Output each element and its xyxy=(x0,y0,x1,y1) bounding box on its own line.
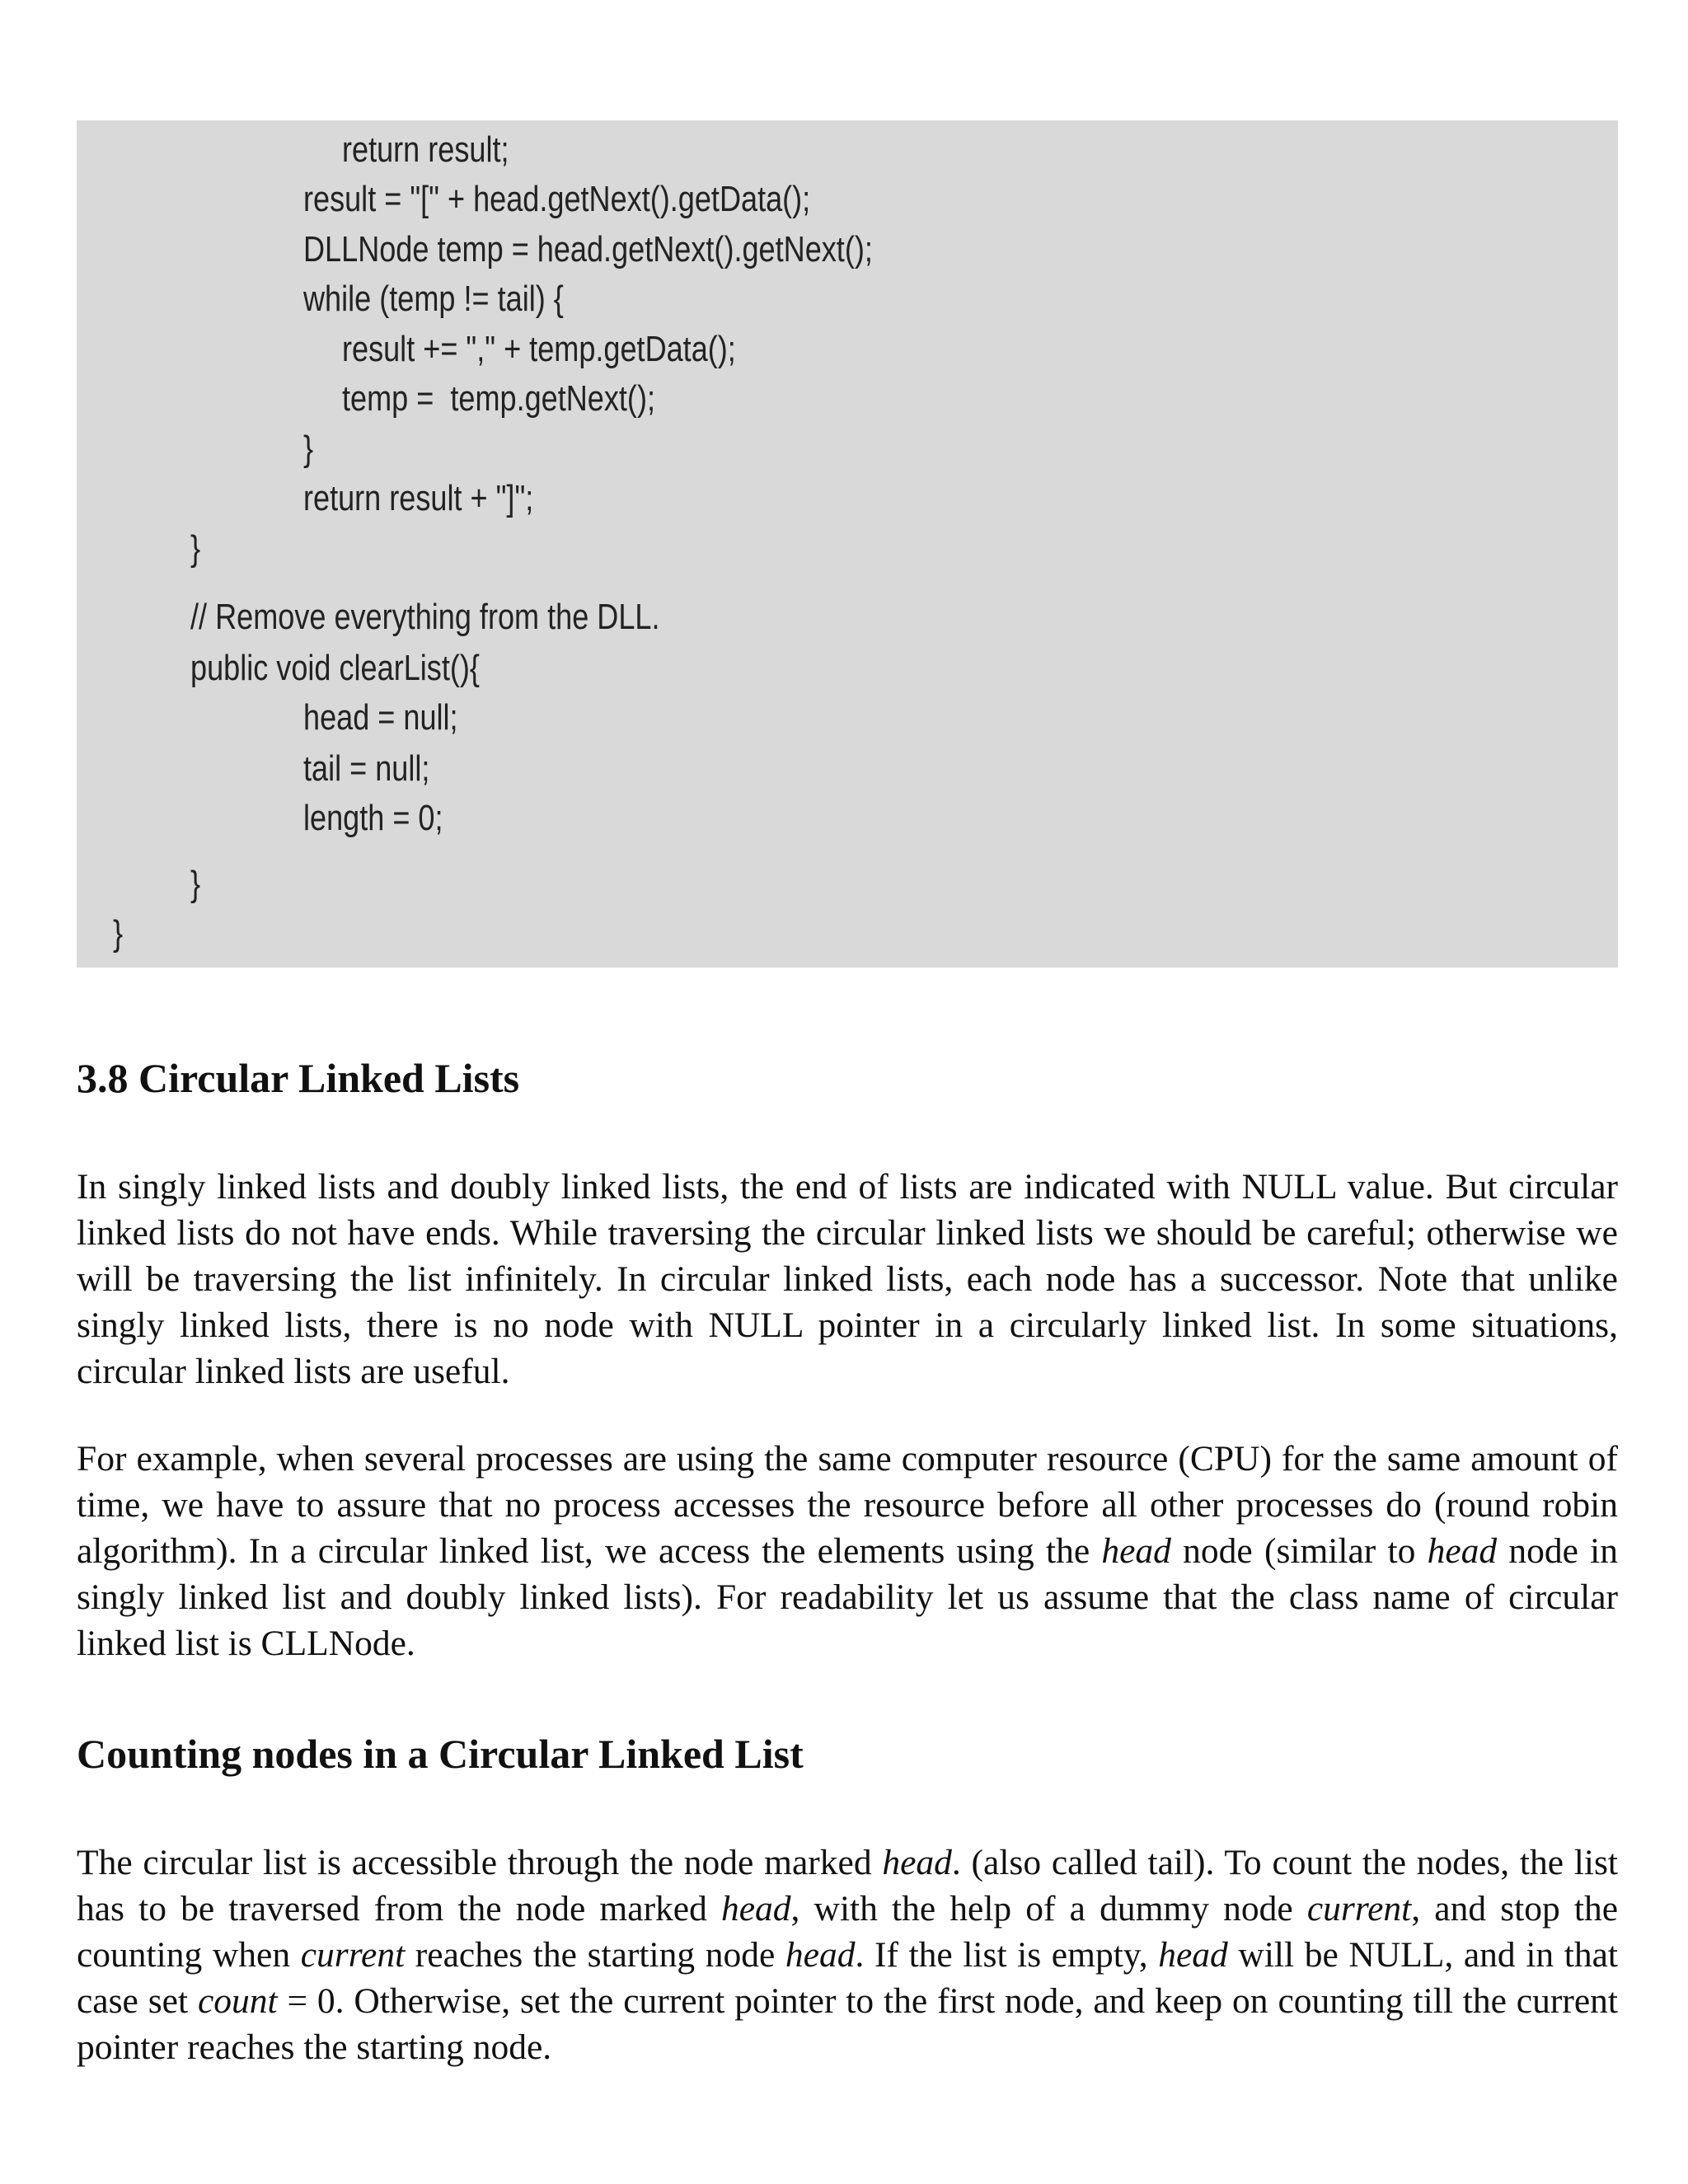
subsection-heading: Counting nodes in a Circular Linked List xyxy=(77,1731,804,1777)
code-line: } xyxy=(190,864,201,904)
emphasis: head xyxy=(1427,1531,1498,1571)
text-run: = 0. Otherwise, set the current pointer to the first node, and keep on counting till the current pointer reaches the starting node. xyxy=(77,1981,1618,2067)
text-run: , and stop the counting when xyxy=(77,1889,1618,1975)
emphasis: head xyxy=(785,1935,856,1975)
code-line: } xyxy=(113,913,124,954)
section-paragraph xyxy=(77,1436,1618,1666)
text-run: . If the list is empty, xyxy=(855,1935,1159,1975)
code-line: return result + "]"; xyxy=(303,478,534,518)
emphasis: current xyxy=(300,1935,406,1975)
code-line: result += "," + temp.getData(); xyxy=(342,329,736,369)
section-heading: 3.8 Circular Linked Lists xyxy=(77,1055,520,1101)
code-line: DLLNode temp = head.getNext().getNext(); xyxy=(303,229,873,269)
emphasis: head xyxy=(1101,1531,1171,1571)
code-line: tail = null; xyxy=(303,748,430,789)
text-run: For example, when several processes are using the same computer resource (CPU) for the same amount of time, we have to assure that no process accesses the resource before all other processes do (round robin algorithm). In a circular linked list, we access the elements using the xyxy=(77,1439,1618,1571)
code-line: } xyxy=(190,528,201,569)
text-run: node (similar to xyxy=(1170,1531,1428,1571)
section-paragraph: In singly linked lists and doubly linked lists, the end of lists are indicated with NULL value. But circular linked lists do not have ends. While traversing the circular linked lists we should be careful; otherwise we will be traversing the list infinitely. In circular linked lists, each node has a successor. Note that unlike singly linked lists, there is no node with NULL pointer in a circularly linked list. In some situations, circular linked lists are useful. xyxy=(77,1167,1618,1391)
text-run: The circular list is accessible through the node marked xyxy=(77,1843,883,1882)
code-line: return result; xyxy=(342,129,509,170)
code-line: } xyxy=(303,429,314,469)
code-line: length = 0; xyxy=(303,798,443,838)
emphasis: count xyxy=(197,1981,278,2021)
code-line: head = null; xyxy=(303,697,458,738)
emphasis: head xyxy=(882,1843,952,1882)
code-listing xyxy=(77,120,1618,968)
text-run: . (also called tail). To count the nodes, the list has to be traversed from the node marked xyxy=(77,1843,1618,1929)
text-run: , with the help of a dummy node xyxy=(790,1889,1307,1929)
text-run: reaches the starting node xyxy=(405,1935,785,1975)
subsection-paragraph xyxy=(77,1840,1618,2070)
text-run: node in singly linked list and doubly linked lists). For readability let us assume that the class name of circular linked list is CLLNode. xyxy=(77,1531,1618,1663)
code-comment: // Remove everything from the DLL. xyxy=(190,597,660,637)
code-line: while (temp != tail) { xyxy=(303,279,564,319)
code-line: temp = temp.getNext(); xyxy=(342,378,655,419)
code-line: result = "[" + head.getNext().getData(); xyxy=(303,179,811,219)
emphasis: head xyxy=(1158,1935,1228,1975)
text-run: will be NULL, and in that case set xyxy=(77,1935,1619,2021)
emphasis: head xyxy=(720,1889,791,1929)
code-line: public void clearList(){ xyxy=(190,648,480,688)
emphasis: current xyxy=(1306,1889,1412,1929)
